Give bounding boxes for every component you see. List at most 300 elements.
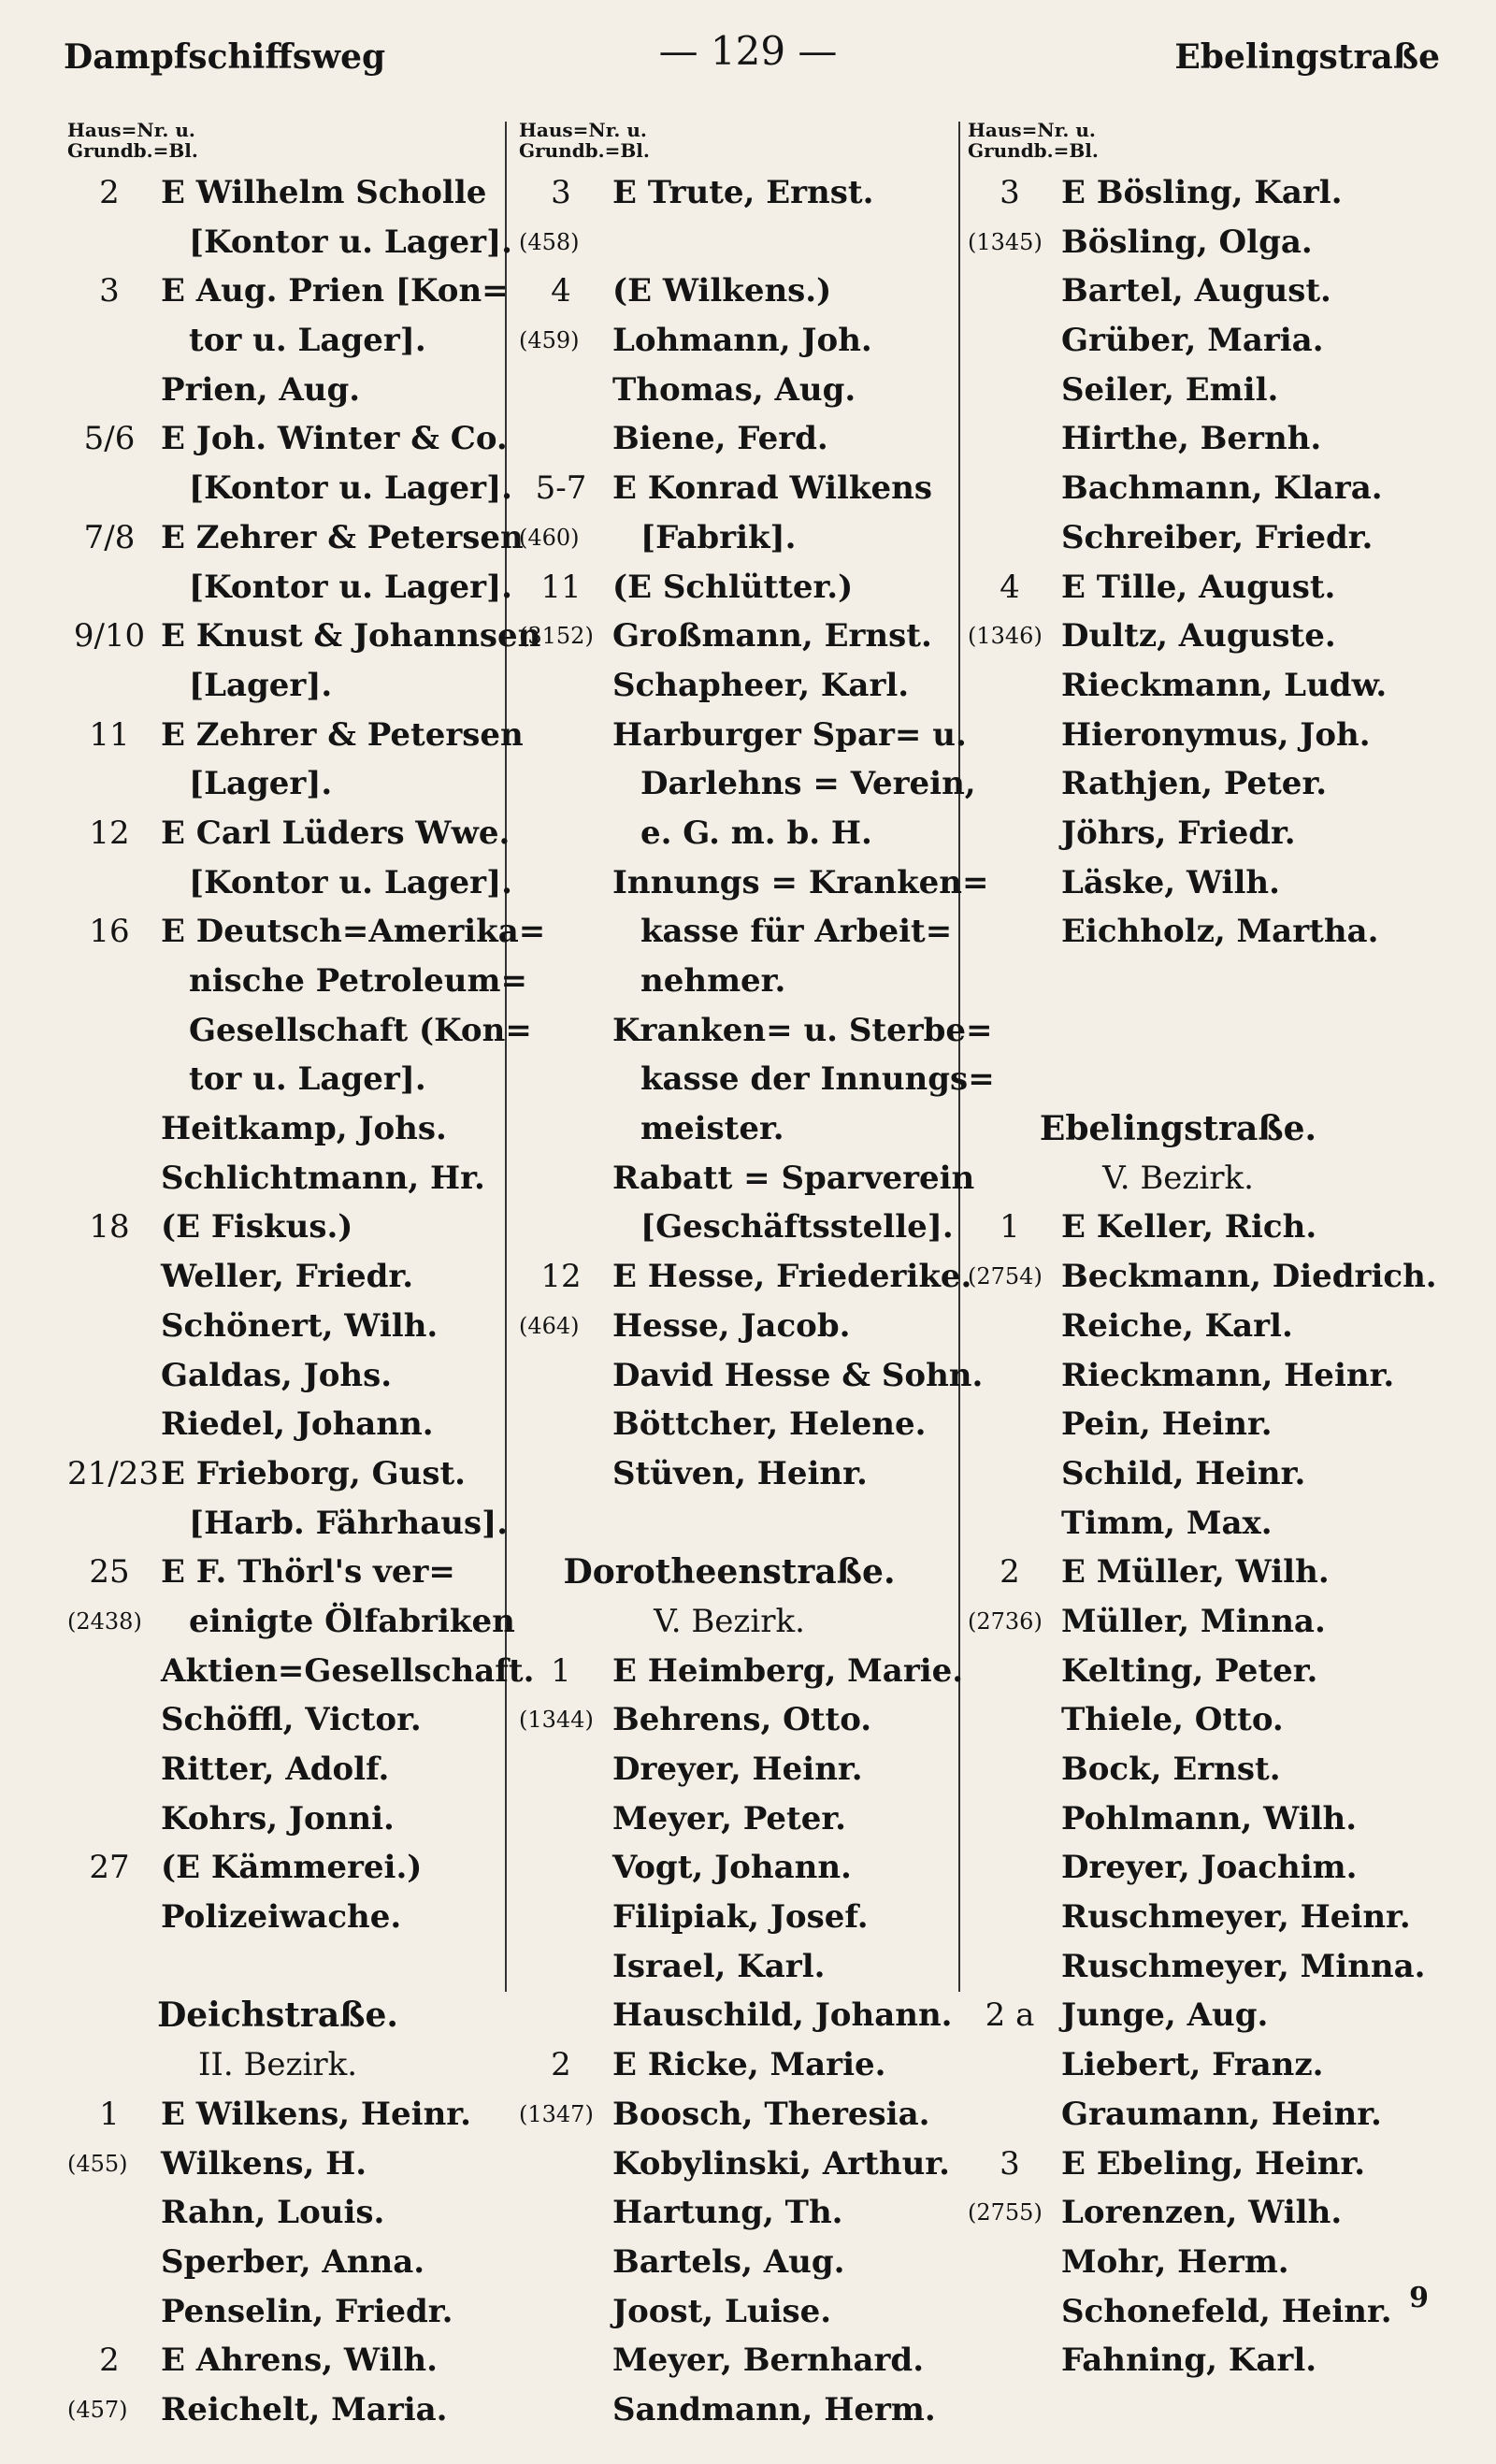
entry-text: Hartung, Th. (612, 2194, 843, 2232)
entry-line (519, 316, 954, 366)
entry-line (67, 1055, 502, 1104)
column-header-line: Grundb.=Bl. (67, 139, 198, 162)
entry-text: Ebelingstraße. (1039, 1109, 1317, 1149)
entry-text: Rabatt = Sparverein (612, 1159, 975, 1197)
entry-text: einigte Ölfabriken (189, 1602, 515, 1640)
entry-line (519, 1203, 954, 1252)
entry-line (519, 1449, 954, 1499)
house-number: 1 (1000, 1208, 1020, 1246)
entry-line (968, 1991, 1435, 2040)
entry-text: Reiche, Karl. (1061, 1306, 1293, 1345)
entry-text: Jöhrs, Friedr. (1061, 814, 1296, 852)
entry-line (519, 1302, 954, 1351)
land-register-number: (1347) (519, 2100, 594, 2127)
page-number: — 129 — (658, 28, 838, 74)
land-register-number: (3152) (519, 623, 594, 650)
entry-line (67, 2385, 502, 2435)
entry-line (67, 759, 502, 809)
entry-line (968, 1499, 1435, 1549)
entry-text: Sperber, Anna. (161, 2242, 425, 2281)
entry-text: (E Fiskus.) (161, 1208, 353, 1246)
entry-text: E Ricke, Marie. (612, 2046, 886, 2084)
column-header-line: Haus=Nr. u. (519, 119, 647, 141)
entry-text: Ruschmeyer, Heinr. (1061, 1898, 1411, 1937)
house-number: 1 (99, 2095, 120, 2133)
column-1 (67, 119, 546, 2435)
house-number: 12 (89, 814, 130, 852)
entry-text: Boosch, Theresia. (612, 2095, 930, 2133)
entry-text: Beckmann, Diedrich. (1061, 1258, 1437, 1296)
entry-line (519, 1843, 954, 1893)
house-number: 2 (551, 2046, 571, 2084)
house-number: 12 (540, 1258, 582, 1296)
land-register-number: (2438) (67, 1607, 142, 1635)
entry-line (67, 2238, 502, 2287)
entry-text: (E Wilkens.) (612, 272, 832, 310)
entry-text: E F. Thörl's ver= (161, 1553, 455, 1592)
land-register-number: (2736) (968, 1607, 1043, 1635)
entry-line (67, 2188, 502, 2238)
entry-line (67, 661, 502, 711)
entry-text: Weller, Friedr. (161, 1258, 414, 1296)
entry-line (968, 2238, 1435, 2287)
entry-line (968, 2188, 1435, 2238)
entry-line (519, 1991, 954, 2040)
entry-line (519, 2287, 954, 2337)
entry-text: e. G. m. b. H. (640, 814, 872, 852)
entry-line (67, 1154, 502, 1203)
land-register-number: (1345) (968, 228, 1043, 255)
entry-line (519, 759, 976, 809)
entry-line (519, 809, 954, 858)
land-register-number: (457) (67, 2396, 128, 2423)
entry-text: E Tille, August. (1061, 568, 1336, 606)
house-number: 3 (1000, 2144, 1020, 2183)
entry-line (968, 267, 1435, 316)
spacer (968, 1006, 1435, 1056)
entry-text: Dorotheenstraße. (563, 1552, 896, 1592)
entry-text: Meyer, Bernhard. (612, 2342, 925, 2380)
spacer (968, 1055, 1435, 1104)
entry-text: Meyer, Peter. (612, 1799, 847, 1837)
entry-text: Läske, Wilh. (1061, 863, 1280, 901)
house-number: 25 (89, 1553, 130, 1592)
entry-line (67, 1449, 502, 1499)
entry-line (519, 168, 954, 218)
entry-line (968, 759, 1435, 809)
entry-text: E Ebeling, Heinr. (1061, 2144, 1366, 2183)
entry-text: E Zehrer & Petersen (161, 715, 524, 754)
entry-text: Prien, Aug. (161, 370, 361, 409)
entry-text: meister. (640, 1110, 784, 1148)
entry-line (968, 661, 1435, 711)
entry-text: V. Bezirk. (654, 1602, 805, 1640)
running-head-left: Dampfschiffsweg (64, 37, 386, 77)
entry-text: tor u. Lager]. (189, 322, 426, 360)
entry-text: Liebert, Franz. (1061, 2046, 1324, 2084)
entry-text: [Kontor u. Lager]. (189, 863, 512, 901)
entry-line (968, 809, 1435, 858)
entry-line (67, 1006, 532, 1056)
entry-line (519, 513, 954, 563)
entry-line (67, 513, 524, 563)
entry-line (67, 1695, 502, 1745)
entry-line (519, 2188, 954, 2238)
entry-text: Fahning, Karl. (1061, 2342, 1317, 2380)
entry-text: Grüber, Maria. (1061, 322, 1324, 360)
entry-line (67, 316, 502, 366)
column-header (519, 120, 954, 161)
house-number: 5/6 (83, 420, 136, 458)
entry-text: Lorenzen, Wilh. (1061, 2194, 1343, 2232)
house-number: 3 (551, 174, 571, 211)
entry-text: Darlehns = Verein, (640, 765, 976, 803)
entry-line (968, 1597, 1435, 1647)
entry-line (519, 858, 989, 908)
entry-line (519, 2238, 954, 2287)
entry-text: V. Bezirk. (1102, 1159, 1254, 1197)
entry-line (519, 1252, 972, 1302)
land-register-number: (1346) (968, 623, 1043, 650)
entry-text: Reichelt, Maria. (161, 2390, 448, 2428)
entry-text: nehmer. (640, 962, 786, 1000)
entry-line (968, 168, 1435, 218)
entry-line (968, 1794, 1435, 1844)
entry-line (67, 1548, 502, 1597)
entry-text: Innungs = Kranken= (612, 863, 989, 901)
entry-line (519, 1893, 954, 1942)
house-number: 1 (551, 1651, 571, 1690)
district-label (968, 1154, 1435, 1203)
entry-text: Joost, Luise. (612, 2292, 832, 2330)
entry-text: Bock, Ernst. (1061, 1751, 1281, 1788)
entry-line (519, 612, 954, 661)
entry-text: E Deutsch=Amerika= (161, 913, 546, 951)
entry-line (968, 1745, 1435, 1794)
house-number: 2 (1000, 1553, 1020, 1592)
entry-text: E Hesse, Friederike. (612, 1258, 972, 1296)
entry-line (519, 1400, 954, 1449)
entry-text: Schöffl, Victor. (161, 1701, 422, 1739)
entry-line (519, 907, 954, 957)
entry-text: E Heimberg, Marie. (612, 1651, 964, 1690)
entry-text: Eichholz, Martha. (1061, 913, 1379, 951)
entry-line (968, 1449, 1435, 1499)
entry-line (968, 1647, 1435, 1696)
entry-line (968, 858, 1435, 908)
column-2 (519, 119, 995, 2435)
land-register-number: (2755) (968, 2199, 1043, 2226)
entry-text: Rathjen, Peter. (1061, 765, 1328, 803)
entry-line (968, 1252, 1435, 1302)
entry-text: Müller, Minna. (1061, 1602, 1326, 1640)
entry-text: Bartel, August. (1061, 272, 1331, 310)
entry-text: Rieckmann, Heinr. (1061, 1356, 1395, 1394)
column-header-line: Haus=Nr. u. (968, 119, 1096, 141)
land-register-number: (2754) (968, 1263, 1043, 1290)
district-label (519, 1597, 954, 1647)
entry-line (67, 1893, 502, 1942)
house-number: 7/8 (83, 518, 136, 556)
entry-line (968, 1843, 1435, 1893)
house-number: 2 (99, 2342, 120, 2380)
spacer (968, 957, 1435, 1006)
entry-text: Vogt, Johann. (612, 1849, 852, 1887)
spacer (67, 1942, 502, 1992)
entry-line (519, 1154, 975, 1203)
entry-line (67, 464, 512, 513)
entry-text: Lohmann, Joh. (612, 322, 872, 360)
entry-text: kasse für Arbeit= (640, 913, 953, 951)
entry-text: David Hesse & Sohn. (612, 1356, 984, 1394)
entry-text: E Joh. Winter & Co. (161, 420, 508, 458)
entry-text: Filipiak, Josef. (612, 1898, 869, 1937)
entry-line (67, 1400, 502, 1449)
entry-text: E Carl Lüders Wwe. (161, 814, 511, 852)
entry-text: Schonefeld, Heinr. (1061, 2292, 1392, 2330)
entry-text: Heitkamp, Johs. (161, 1110, 447, 1148)
entry-line (968, 907, 1435, 957)
entry-text: [Fabrik]. (640, 518, 797, 556)
street-heading (67, 1991, 502, 2040)
entry-text: Schild, Heinr. (1061, 1454, 1306, 1492)
entry-text: [Kontor u. Lager]. (189, 223, 512, 261)
entry-text: Dultz, Auguste. (1061, 617, 1336, 656)
entry-line (67, 907, 546, 957)
house-number: 11 (89, 715, 130, 754)
entry-line (968, 1548, 1435, 1597)
entry-line (968, 563, 1435, 612)
entry-text: E Frieborg, Gust. (161, 1454, 467, 1492)
entry-text: Schapheer, Karl. (612, 666, 910, 704)
entry-text: Timm, Max. (1061, 1504, 1273, 1542)
entry-line (519, 2040, 954, 2090)
entry-text: (E Schlütter.) (612, 568, 854, 606)
entry-line (519, 2336, 954, 2385)
entry-text: Rieckmann, Ludw. (1061, 666, 1388, 704)
entry-text: Behrens, Otto. (612, 1701, 872, 1739)
entry-text: Pohlmann, Wilh. (1061, 1799, 1358, 1837)
entry-text: Hauschild, Johann. (612, 1996, 953, 2035)
entry-line (519, 1745, 954, 1794)
entry-line (519, 1695, 954, 1745)
entry-line (519, 464, 954, 513)
entry-line (519, 957, 954, 1006)
entry-text: Bösling, Olga. (1061, 223, 1313, 261)
entry-line (67, 612, 541, 661)
entry-line (968, 414, 1435, 464)
entry-line (67, 957, 527, 1006)
entry-text: Polizeiwache. (161, 1898, 402, 1937)
entry-line (519, 711, 967, 760)
entry-text: Hirthe, Bernh. (1061, 420, 1322, 458)
entry-text: Kranken= u. Sterbe= (612, 1011, 993, 1049)
house-number: 3 (1000, 174, 1020, 211)
column-header-line: Haus=Nr. u. (67, 119, 195, 141)
entry-text: Großmann, Ernst. (612, 617, 932, 656)
entry-line (968, 2336, 1435, 2385)
land-register-number: (464) (519, 1312, 580, 1339)
entry-text: Sandmann, Herm. (612, 2390, 936, 2428)
entry-text: Rahn, Louis. (161, 2194, 385, 2232)
entry-line (519, 366, 954, 415)
entry-text: Dreyer, Heinr. (612, 1751, 863, 1788)
entry-text: Junge, Aug. (1061, 1996, 1269, 2035)
entry-line (67, 2090, 502, 2140)
entry-line (968, 2287, 1435, 2337)
entry-text: E Zehrer & Petersen (161, 518, 524, 556)
entry-line (67, 2140, 502, 2189)
entry-text: Thiele, Otto. (1061, 1701, 1284, 1739)
column-3 (968, 120, 1435, 2385)
entry-text: Schlichtmann, Hr. (161, 1159, 485, 1197)
entry-text: E Ahrens, Wilh. (161, 2342, 438, 2380)
entry-text: E Wilkens, Heinr. (161, 2095, 471, 2133)
entry-text: Riedel, Johann. (161, 1405, 434, 1444)
entry-line (519, 1351, 984, 1401)
column-header-line: Grundb.=Bl. (968, 139, 1099, 162)
entry-text: Hieronymus, Joh. (1061, 715, 1371, 754)
house-number: 5-7 (535, 469, 587, 508)
entry-text: E Wilhelm Scholle (161, 174, 487, 211)
entry-line (67, 858, 512, 908)
entry-text: Stüven, Heinr. (612, 1454, 868, 1492)
district-label (67, 2040, 502, 2090)
entry-line (968, 1893, 1435, 1942)
column-rule (505, 122, 507, 1992)
house-number: 3 (99, 272, 120, 310)
entry-text: Kelting, Peter. (1061, 1651, 1318, 1690)
entry-text: [Lager]. (189, 666, 333, 704)
entry-line (67, 1597, 515, 1647)
entry-text: (E Kämmerei.) (161, 1849, 423, 1887)
entry-line (67, 1252, 502, 1302)
entry-line (67, 1104, 502, 1154)
entry-text: E Knust & Johannsen (161, 617, 541, 656)
entry-text: nische Petroleum= (189, 962, 527, 1000)
entry-line (968, 1203, 1435, 1252)
spacer (519, 1499, 954, 1549)
entry-line (519, 414, 954, 464)
entry-text: Kohrs, Jonni. (161, 1799, 395, 1837)
entry-line (519, 1942, 954, 1992)
entry-line (67, 267, 509, 316)
entry-line (968, 1942, 1435, 1992)
entry-line (519, 1647, 964, 1696)
entry-text: Galdas, Johs. (161, 1356, 393, 1394)
entry-line (67, 809, 511, 858)
entry-line (67, 711, 524, 760)
entry-text: E Müller, Wilh. (1061, 1553, 1330, 1592)
entry-line (67, 1499, 509, 1549)
entry-line (519, 1104, 954, 1154)
land-register-number: (455) (67, 2150, 128, 2177)
entry-text: Seiler, Emil. (1061, 370, 1279, 409)
entry-line (67, 1647, 535, 1696)
entry-text: Wilkens, H. (161, 2144, 367, 2183)
page-signature: 9 (1409, 2282, 1429, 2314)
entry-text: Aktien=Gesellschaft. (161, 1651, 535, 1690)
entry-text: kasse der Innungs= (640, 1060, 995, 1099)
entry-text: E Trute, Ernst. (612, 174, 874, 211)
entry-text: Schönert, Wilh. (161, 1306, 439, 1345)
entry-text: Thomas, Aug. (612, 370, 856, 409)
entry-line (67, 1843, 502, 1893)
house-number: 16 (89, 913, 130, 951)
entry-text: Dreyer, Joachim. (1061, 1849, 1358, 1887)
entry-text: Schreiber, Friedr. (1061, 518, 1374, 556)
entry-line (968, 2140, 1435, 2189)
entry-text: E Konrad Wilkens (612, 469, 932, 508)
entry-line (968, 513, 1435, 563)
column-header (67, 120, 502, 161)
land-register-number: (459) (519, 327, 580, 354)
running-head-right: Ebelingstraße (1174, 37, 1440, 77)
entry-line (519, 218, 954, 267)
entry-line (519, 2385, 954, 2435)
entry-text: Mohr, Herm. (1061, 2242, 1289, 2281)
entry-line (67, 414, 508, 464)
entry-line (519, 563, 954, 612)
house-number: 11 (540, 568, 582, 606)
entry-line (67, 563, 512, 612)
entry-line (519, 1006, 993, 1056)
house-number: 2 (99, 174, 120, 211)
entry-line (968, 1695, 1435, 1745)
entry-line (968, 2090, 1435, 2140)
entry-line (968, 316, 1435, 366)
entry-line (519, 1055, 995, 1104)
column-header (968, 120, 1435, 161)
entry-line (968, 1351, 1435, 1401)
entry-line (968, 1400, 1435, 1449)
entry-text: Hesse, Jacob. (612, 1306, 851, 1345)
entry-text: [Kontor u. Lager]. (189, 469, 512, 508)
entry-text: E Bösling, Karl. (1061, 174, 1343, 211)
entry-text: [Geschäftsstelle]. (640, 1208, 954, 1246)
entry-line (67, 1302, 502, 1351)
entry-line (968, 612, 1435, 661)
entry-line (67, 1203, 502, 1252)
entry-text: Graumann, Heinr. (1061, 2095, 1382, 2133)
land-register-number: (458) (519, 228, 580, 255)
entry-text: [Kontor u. Lager]. (189, 568, 512, 606)
entry-line (968, 218, 1435, 267)
entry-text: Pein, Heinr. (1061, 1405, 1273, 1444)
entry-line (67, 2336, 502, 2385)
entry-text: Ruschmeyer, Minna. (1061, 1947, 1426, 1985)
entry-line (968, 366, 1435, 415)
entry-line (968, 464, 1435, 513)
house-number: 21/23 (67, 1454, 159, 1492)
house-number: 4 (551, 272, 571, 310)
land-register-number: (460) (519, 524, 580, 551)
column-header-line: Grundb.=Bl. (519, 139, 650, 162)
entry-text: Israel, Karl. (612, 1947, 826, 1985)
house-number: 2 a (985, 1996, 1035, 2035)
entry-line (519, 267, 954, 316)
street-heading (968, 1104, 1435, 1154)
entry-line (968, 2040, 1435, 2090)
entry-text: Kobylinski, Arthur. (612, 2144, 950, 2183)
entry-line (67, 168, 502, 218)
entry-text: E Aug. Prien [Kon= (161, 272, 509, 310)
entry-text: Bartels, Aug. (612, 2242, 845, 2281)
entry-text: Ritter, Adolf. (161, 1751, 390, 1788)
entry-text: Penselin, Friedr. (161, 2292, 453, 2330)
entry-line (67, 1794, 502, 1844)
entry-line (519, 1794, 954, 1844)
